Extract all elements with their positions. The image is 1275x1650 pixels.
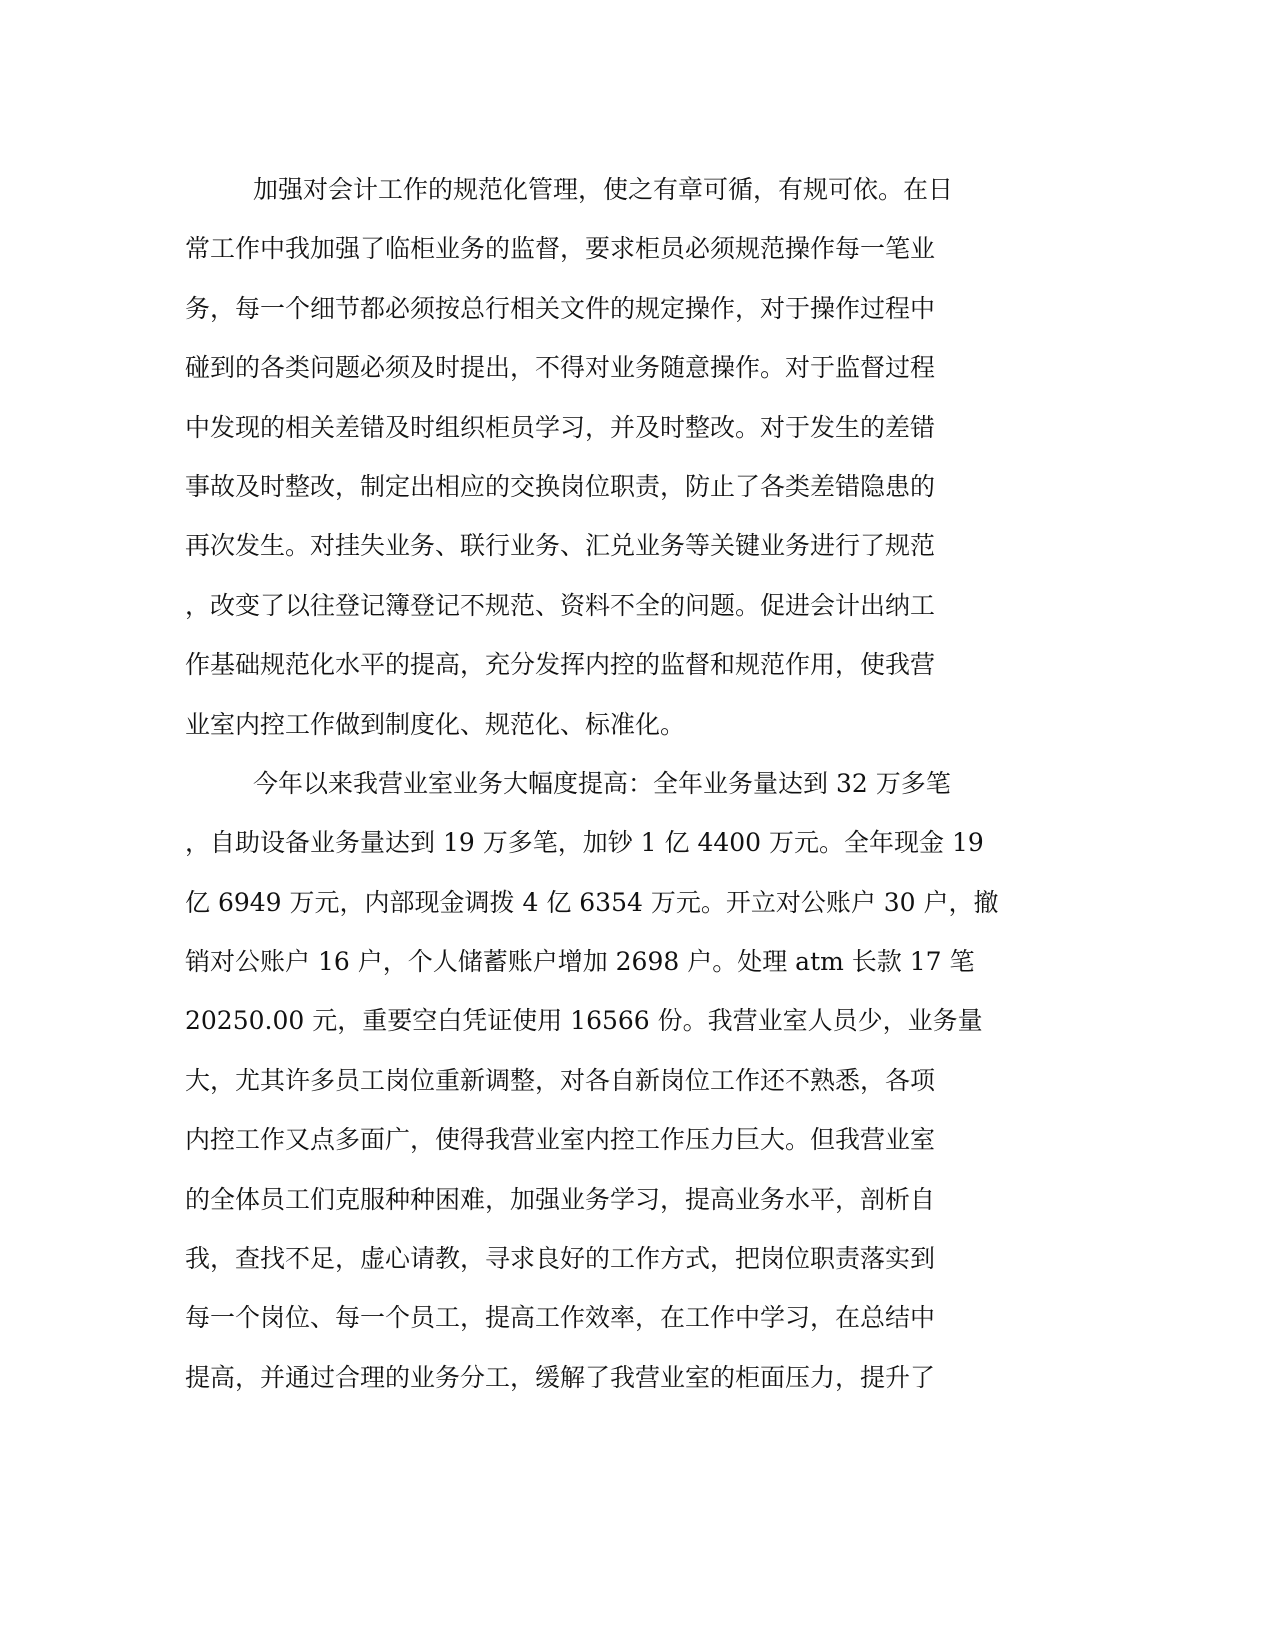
text-line: 内控工作又点多面广，使得我营业室内控工作压力巨大。但我营业室 <box>185 1125 936 1155</box>
text-line: 事故及时整改，制定出相应的交换岗位职责，防止了各类差错隐患的 <box>185 471 936 501</box>
text-line: 作基础规范化水平的提高，充分发挥内控的监督和规范作用，使我营 <box>185 650 936 680</box>
text-line: 务，每一个细节都必须按总行相关文件的规定操作，对于操作过程中 <box>185 293 936 323</box>
text-line: 加强对会计工作的规范化管理，使之有章可循，有规可依。在日 <box>253 175 954 204</box>
text-line: 碰到的各类问题必须及时提出，不得对业务随意操作。对于监督过程 <box>185 353 936 383</box>
text-line: 提高，并通过合理的业务分工，缓解了我营业室的柜面压力，提升了 <box>185 1362 936 1392</box>
text-line: 中发现的相关差错及时组织柜员学习，并及时整改。对于发生的差错 <box>185 412 936 442</box>
paragraph-2 <box>185 754 1085 1407</box>
text-line: 业室内控工作做到制度化、规范化、标准化。 <box>185 709 686 739</box>
text-line: 每一个岗位、每一个员工，提高工作效率，在工作中学习，在总结中 <box>185 1303 936 1333</box>
document-body <box>185 160 1085 1407</box>
text-line: 今年以来我营业室业务大幅度提高：全年业务量达到 32 万多笔 <box>253 768 951 798</box>
text-line: 亿 6949 万元，内部现金调拨 4 亿 6354 万元。开立对公账户 30 户，撤 <box>185 887 999 917</box>
paragraph-1 <box>185 160 1085 754</box>
text-line: 常工作中我加强了临柜业务的监督，要求柜员必须规范操作每一笔业 <box>185 234 936 264</box>
text-line: 销对公账户 16 户，个人储蓄账户增加 2698 户。处理 atm 长款 17 笔 <box>185 947 975 977</box>
text-line: 我，查找不足，虚心请教，寻求良好的工作方式，把岗位职责落实到 <box>185 1244 936 1274</box>
text-line: ，自助设备业务量达到 19 万多笔，加钞 1 亿 4400 万元。全年现金 19 <box>185 828 984 858</box>
text-line: 的全体员工们克服种种困难，加强业务学习，提高业务水平，剖析自 <box>185 1184 936 1214</box>
text-line: 大，尤其许多员工岗位重新调整，对各自新岗位工作还不熟悉，各项 <box>185 1065 936 1095</box>
text-line: 20250.00 元，重要空白凭证使用 16566 份。我营业室人员少，业务量 <box>185 1006 983 1036</box>
text-line: 再次发生。对挂失业务、联行业务、汇兑业务等关键业务进行了规范 <box>185 531 936 561</box>
text-line: ，改变了以往登记簿登记不规范、资料不全的问题。促进会计出纳工 <box>185 590 936 620</box>
